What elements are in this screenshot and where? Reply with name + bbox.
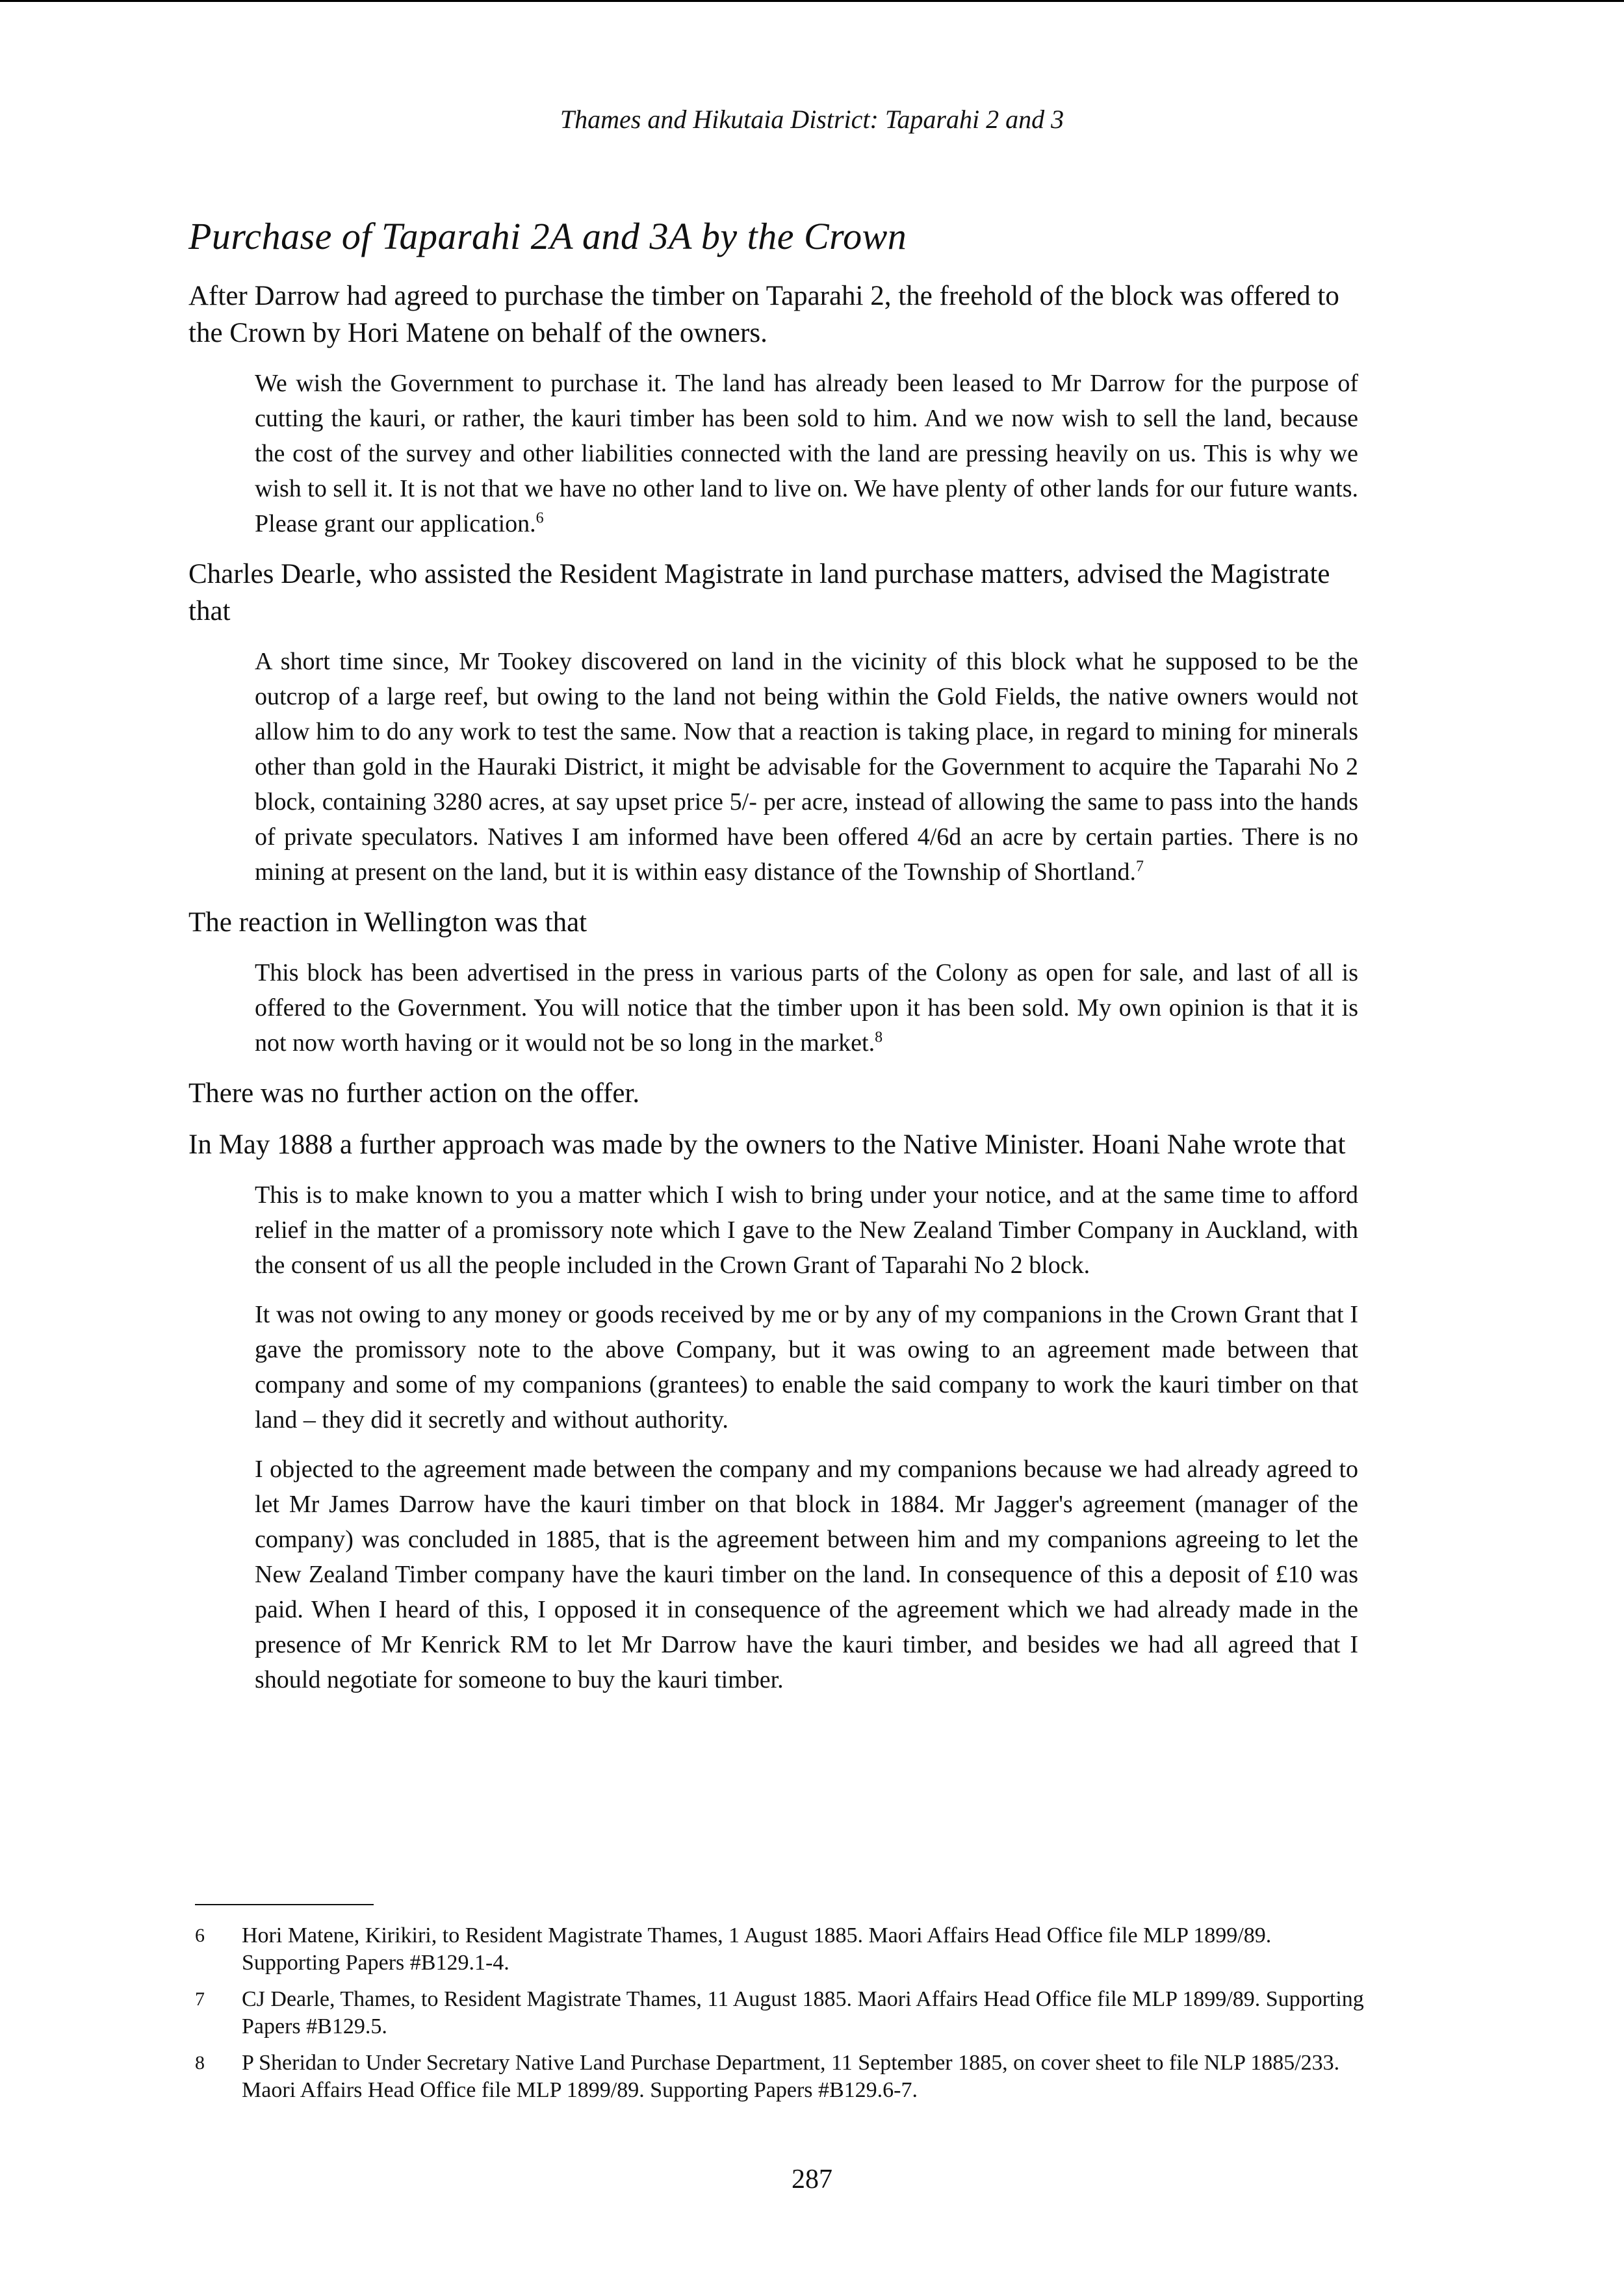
page-number: 287 [792,2165,832,2194]
footnote-number: 8 [195,2052,205,2074]
running-head: Thames and Hikutaia District: Taparahi 2 and 3 [560,105,1064,134]
footnote [195,2050,1365,2104]
paragraph-3: The reaction in Wellington was that [188,907,587,938]
quote-text: This block has been advertised in the press in various parts of the Colony as open for sale, and last of all is offered to the Government. You will notice that the timber upon it has been sold. My own opinion is that it is not now worth having or it would not be so long in the market. [255,959,1358,1057]
footnote-text: CJ Dearle, Thames, to Resident Magistrate Thames, 11 August 1885. Maori Affairs Head Office file MLP 1899/89. Supporting Papers #B129.5. [242,1987,1364,2038]
paragraph-2: Charles Dearle, who assisted the Resident Magistrate in land purchase matters, advised the Magistrate that [188,559,1330,626]
paragraph-4: There was no further action on the offer. [188,1078,640,1109]
quote-text: A short time since, Mr Tookey discovered on land in the vicinity of this block what he supposed to be the outcrop of a large reef, but owing to the land not being within the Gold Fields, the native owners would not allow him to do any work to test the same. Now that a reaction is taking place, in regard to mining for minerals other than gold in the Hauraki District, it might be advisable for the Government to acquire the Taparahi No 2 block, containing 3280 acres, at say upset price 5/- per acre, instead of allowing the same to pass into the hands of private speculators. Natives I am informed have been offered 4/6d an acre by certain parties. There is no mining at present on the land, but it is within easy distance of the Township of Shortland. [255,648,1358,886]
footnote-ref: 8 [875,1029,883,1046]
block-quote-2 [255,644,1358,890]
footnote-number: 7 [195,1988,205,2010]
footnote [195,1986,1365,2040]
paragraph-5: In May 1888 a further approach was made by the owners to the Native Minister. Hoani Nahe wrote that [188,1129,1346,1160]
block-quote-3 [255,955,1358,1060]
section-title: Purchase of Taparahi 2A and 3A by the Crown [188,215,907,257]
main-content [188,214,1358,1712]
footnote-ref: 7 [1136,858,1144,875]
footnote [195,1922,1365,1977]
block-quote-6: I objected to the agreement made between the company and my companions because we had already agreed to let Mr James Darrow have the kauri timber on that block in 1884. Mr Jagger's agreement (manager of the company) was concluded in 1885, that is the agreement between him and my companions agreeing to let the New Zealand Timber company have the kauri timber on the land. In consequence of this a deposit of £10 was paid. When I heard of this, I opposed it in consequence of the agreement which we had already made in the presence of Mr Kenrick RM to let Mr Darrow have the kauri timber, and besides we had all agreed that I should negotiate for someone to buy the kauri timber. [255,1456,1358,1693]
block-quote-1 [255,366,1358,541]
footnote-rule [195,1904,374,1905]
block-quote-4: This is to make known to you a matter which I wish to bring under your notice, and at the same time to afford relief in the matter of a promissory note which I gave to the New Zealand Timber Company in Auckland, with the consent of us all the people included in the Crown Grant of Taparahi No 2 block. [255,1181,1358,1279]
footnotes [195,1904,1365,2113]
footnote-text: Hori Matene, Kirikiri, to Resident Magistrate Thames, 1 August 1885. Maori Affairs Head Office file MLP 1899/89. Supporting Papers #B129.1-4. [242,1923,1272,1975]
block-quote-5: It was not owing to any money or goods received by me or by any of my companions in the Crown Grant that I gave the promissory note to the above Company, but it was owing to an agreement made between that company and some of my companions (grantees) to enable the said company to work the kauri timber on that land – they did it secretly and without authority. [255,1301,1358,1433]
footnote-number: 6 [195,1925,205,1946]
quote-text: We wish the Government to purchase it. The land has already been leased to Mr Darrow for the purpose of cutting the kauri, or rather, the kauri timber has been sold to him. And we now wish to sell the land, because the cost of the survey and other liabilities connected with the land are pressing heavily on us. This is why we wish to sell it. It is not that we have no other land to live on. We have plenty of other lands for our future wants. Please grant our application. [255,370,1358,537]
footnote-ref: 6 [535,509,544,527]
footnote-text: P Sheridan to Under Secretary Native Land Purchase Department, 11 September 1885, on cover sheet to file NLP 1885/233. Maori Affairs Head Office file MLP 1899/89. Supporting Papers #B129.6-7. [242,2051,1340,2102]
paragraph-1: After Darrow had agreed to purchase the timber on Taparahi 2, the freehold of the block was offered to the Crown by Hori Matene on behalf of the owners. [188,281,1339,348]
top-border-line [0,0,1624,2]
